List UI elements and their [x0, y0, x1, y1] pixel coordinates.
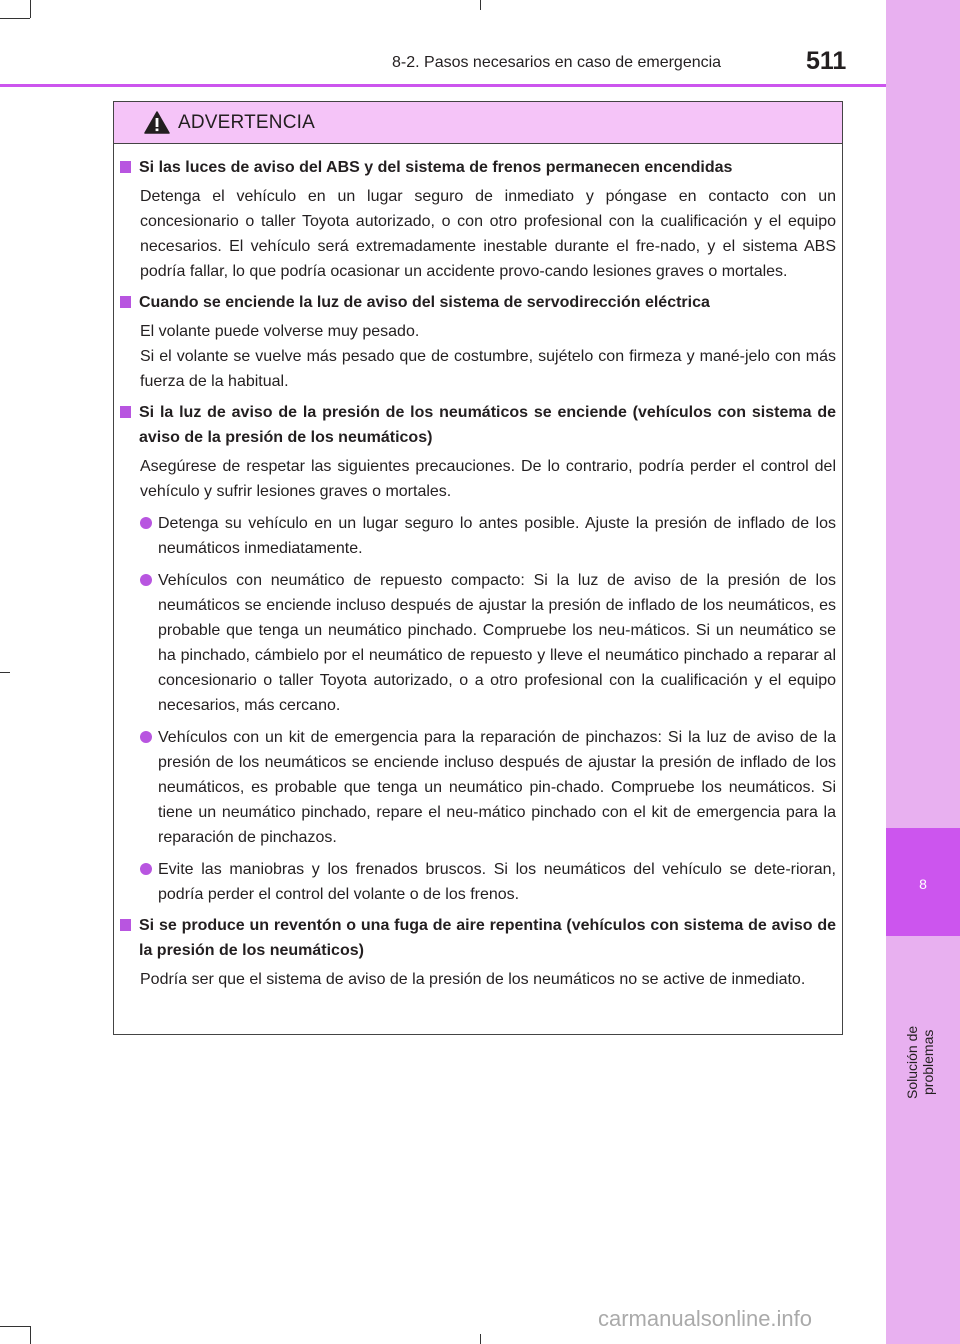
section-title — [120, 155, 836, 180]
crop-mark — [0, 1326, 30, 1327]
chapter-number: 8 — [919, 876, 927, 892]
warning-header — [114, 102, 842, 144]
round-bullet-icon — [140, 574, 152, 586]
section-paragraph: Podría ser que el sistema de aviso de la presión de los neumáticos no se active de inmediato. — [140, 971, 806, 988]
warning-content — [114, 144, 842, 992]
bullet-text: Detenga su vehículo en un lugar seguro lo antes posible. Ajuste la presión de inflado de los neumáticos inmediatamente. — [158, 515, 836, 557]
warning-box — [113, 101, 843, 1035]
round-bullet-icon — [140, 863, 152, 875]
bullet-text: Evite las maniobras y los frenados bruscos. Si los neumáticos del vehículo se dete-rioran, podría perder el control del volante o de los frenos. — [158, 861, 836, 903]
section-paragraph: Detenga el vehículo en un lugar seguro de inmediato y póngase en contacto con un concesionario o taller Toyota autorizado, o con otro profesional con la cualificación y el equipo necesarios. El vehículo será extremadamente inestable durante el fre-nado, y el sistema ABS podría fallar, lo que podría ocasionar un accidente provo-cando lesiones graves o mortales. — [140, 188, 836, 280]
round-bullet-icon — [140, 517, 152, 529]
round-bullet-icon — [140, 731, 152, 743]
bullet-text: Vehículos con neumático de repuesto compacto: Si la luz de aviso de la presión de los neumáticos se enciende incluso después de ajustar la presión de inflado de los neumáticos, es probable que tenga un neumático pinchado. Compruebe los neu-máticos. Si un neumático se ha pinchado, cámbielo por el neumático de repuesto y lleve el neumático pinchado a reparar al concesionario o taller Toyota autorizado, o a otro profesional con la cualificación y el equipo necesarios, más cercano. — [158, 572, 836, 714]
bullet-item — [120, 568, 836, 718]
bullet-item — [120, 725, 836, 850]
warning-triangle-icon — [144, 111, 170, 134]
crop-mark — [0, 672, 10, 673]
square-bullet-icon — [120, 406, 131, 418]
crop-mark — [30, 0, 31, 18]
crop-mark — [30, 1326, 31, 1344]
section-heading: 8-2. Pasos necesarios en caso de emergencia — [392, 54, 722, 71]
section-title-text: Si las luces de aviso del ABS y del sistema de frenos permanecen encendidas — [139, 159, 733, 176]
page-number: 511 — [806, 47, 847, 75]
warning-title: ADVERTENCIA — [178, 111, 315, 133]
square-bullet-icon — [120, 161, 131, 173]
bullet-text: Vehículos con un kit de emergencia para la reparación de pinchazos: Si la luz de aviso de la presión de los neumáticos se enciende incluso después de ajustar la presión de inflado de los neumáticos, es probable que tenga un neumático pin-chado. Compruebe los neumáticos. Si tiene un neumático pinchado, repare el neu-mático pinchado con el kit de emergencia para la reparación de pinchazos. — [158, 729, 836, 846]
section-title — [120, 290, 836, 315]
section-paragraph: Asegúrese de respetar las siguientes precauciones. De lo contrario, podría perder el control del vehículo y sufrir lesiones graves o mortales. — [140, 458, 836, 500]
bullet-item — [120, 857, 836, 907]
square-bullet-icon — [120, 919, 131, 931]
section-paragraph: Si el volante se vuelve más pesado que de costumbre, sujételo con firmeza y mané-jelo con más fuerza de la habitual. — [140, 348, 836, 390]
header-rule — [0, 84, 886, 87]
square-bullet-icon — [120, 296, 131, 308]
section-title-text: Cuando se enciende la luz de aviso del sistema de servodirección eléctrica — [139, 294, 710, 311]
bullet-item — [120, 511, 836, 561]
watermark: carmanualsonline.info — [598, 1306, 813, 1331]
chapter-sidebar — [886, 0, 960, 1344]
chapter-title: Solución de problemas — [904, 1025, 936, 1099]
crop-mark — [480, 0, 481, 10]
section-title-text: Si la luz de aviso de la presión de los neumáticos se enciende (vehículos con sistema de aviso de la presión de los neumáticos) — [139, 404, 836, 446]
section-title — [120, 913, 836, 963]
section-title — [120, 400, 836, 450]
section-paragraph: El volante puede volverse muy pesado. — [140, 323, 420, 340]
crop-mark — [0, 18, 30, 19]
section-title-text: Si se produce un reventón o una fuga de aire repentina (vehículos con sistema de aviso de la presión de los neumáticos) — [139, 917, 836, 959]
crop-mark — [480, 1334, 481, 1344]
